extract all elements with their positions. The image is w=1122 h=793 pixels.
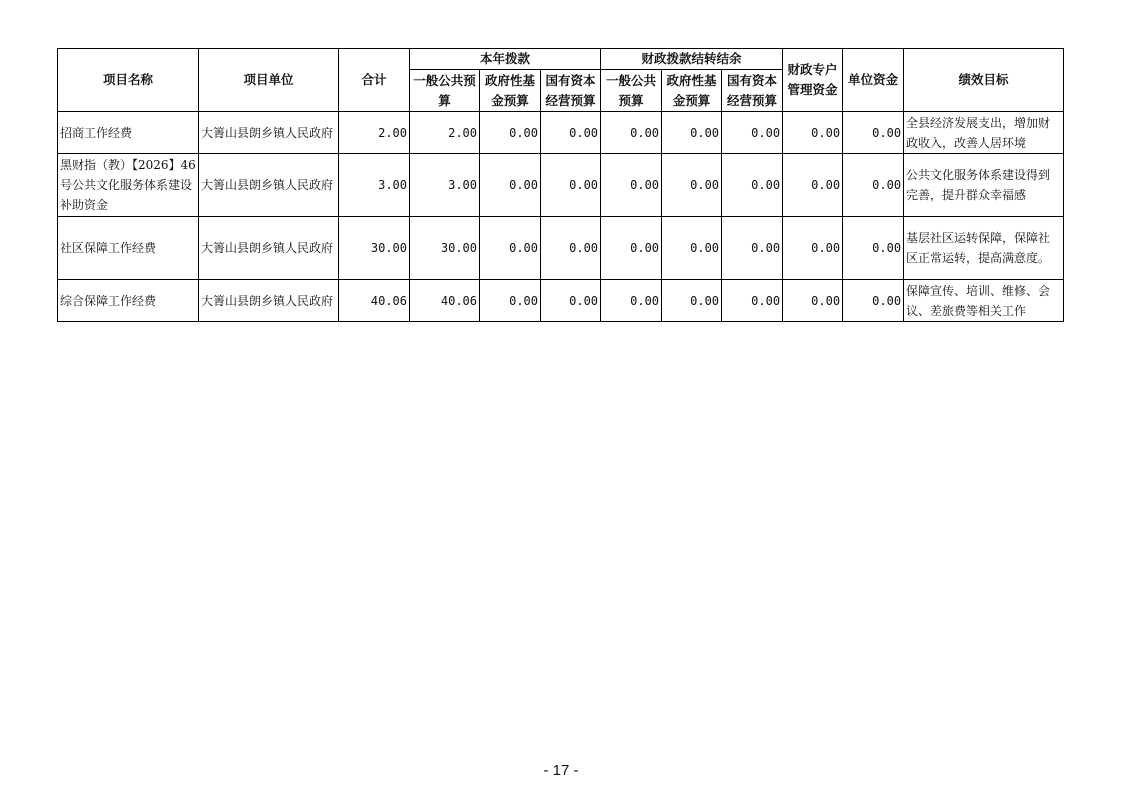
cell-project-name: 招商工作经费 — [58, 112, 199, 154]
cell-project-name: 综合保障工作经费 — [58, 280, 199, 322]
cell-state-capital: 0.00 — [541, 112, 601, 154]
cell-project-unit: 大箐山县朗乡镇人民政府 — [199, 217, 339, 280]
header-carry-gov-fund: 政府性基金预算 — [662, 70, 722, 112]
cell-gov-fund: 0.00 — [480, 280, 541, 322]
cell-project-unit: 大箐山县朗乡镇人民政府 — [199, 280, 339, 322]
header-state-capital-budget: 国有资本经营预算 — [541, 70, 601, 112]
cell-project-name: 社区保障工作经费 — [58, 217, 199, 280]
cell-project-unit: 大箐山县朗乡镇人民政府 — [199, 112, 339, 154]
cell-unit-fund: 0.00 — [843, 217, 904, 280]
cell-performance-goal: 基层社区运转保障，保障社区正常运转，提高满意度。 — [904, 217, 1064, 280]
cell-carry-gov-fund: 0.00 — [662, 280, 722, 322]
cell-special-fund: 0.00 — [783, 217, 843, 280]
cell-total: 2.00 — [339, 112, 410, 154]
cell-total: 40.06 — [339, 280, 410, 322]
cell-special-fund: 0.00 — [783, 280, 843, 322]
cell-carry-gov-fund: 0.00 — [662, 217, 722, 280]
cell-project-unit: 大箐山县朗乡镇人民政府 — [199, 154, 339, 217]
cell-special-fund: 0.00 — [783, 112, 843, 154]
cell-carry-general: 0.00 — [601, 217, 662, 280]
cell-general: 2.00 — [410, 112, 480, 154]
cell-general: 3.00 — [410, 154, 480, 217]
cell-unit-fund: 0.00 — [843, 112, 904, 154]
cell-performance-goal: 保障宣传、培训、维修、会议、差旅费等相关工作 — [904, 280, 1064, 322]
header-carry-general-public: 一般公共预算 — [601, 70, 662, 112]
cell-unit-fund: 0.00 — [843, 280, 904, 322]
cell-carry-state-capital: 0.00 — [722, 217, 783, 280]
cell-general: 30.00 — [410, 217, 480, 280]
budget-table — [57, 48, 1064, 322]
cell-state-capital: 0.00 — [541, 217, 601, 280]
cell-total: 30.00 — [339, 217, 410, 280]
header-carryover-group: 财政拨款结转结余 — [601, 49, 783, 70]
header-project-unit: 项目单位 — [199, 49, 339, 112]
cell-gov-fund: 0.00 — [480, 217, 541, 280]
cell-carry-state-capital: 0.00 — [722, 280, 783, 322]
cell-carry-general: 0.00 — [601, 154, 662, 217]
cell-special-fund: 0.00 — [783, 154, 843, 217]
cell-general: 40.06 — [410, 280, 480, 322]
header-project-name: 项目名称 — [58, 49, 199, 112]
cell-carry-state-capital: 0.00 — [722, 154, 783, 217]
cell-gov-fund: 0.00 — [480, 112, 541, 154]
cell-unit-fund: 0.00 — [843, 154, 904, 217]
header-unit-fund: 单位资金 — [843, 49, 904, 112]
cell-total: 3.00 — [339, 154, 410, 217]
header-special-fund: 财政专户管理资金 — [783, 49, 843, 112]
cell-carry-gov-fund: 0.00 — [662, 112, 722, 154]
header-performance-goal: 绩效目标 — [904, 49, 1064, 112]
header-carry-state-capital: 国有资本经营预算 — [722, 70, 783, 112]
cell-performance-goal: 公共文化服务体系建设得到完善，提升群众幸福感 — [904, 154, 1064, 217]
table-row — [58, 154, 1064, 217]
table-row — [58, 112, 1064, 154]
page-number: - 17 - — [543, 762, 579, 779]
table-row — [58, 217, 1064, 280]
cell-project-name: 黑财指（教）【2026】46号公共文化服务体系建设补助资金 — [58, 154, 199, 217]
header-row-1 — [58, 49, 1064, 70]
header-general-public-budget: 一般公共预算 — [410, 70, 480, 112]
cell-state-capital: 0.00 — [541, 154, 601, 217]
table-row — [58, 280, 1064, 322]
cell-carry-state-capital: 0.00 — [722, 112, 783, 154]
header-gov-fund-budget: 政府性基金预算 — [480, 70, 541, 112]
cell-performance-goal: 全县经济发展支出，增加财政收入，改善人居环境 — [904, 112, 1064, 154]
header-current-year-group: 本年拨款 — [410, 49, 601, 70]
cell-carry-general: 0.00 — [601, 112, 662, 154]
cell-carry-general: 0.00 — [601, 280, 662, 322]
cell-gov-fund: 0.00 — [480, 154, 541, 217]
cell-carry-gov-fund: 0.00 — [662, 154, 722, 217]
cell-state-capital: 0.00 — [541, 280, 601, 322]
header-total: 合计 — [339, 49, 410, 112]
